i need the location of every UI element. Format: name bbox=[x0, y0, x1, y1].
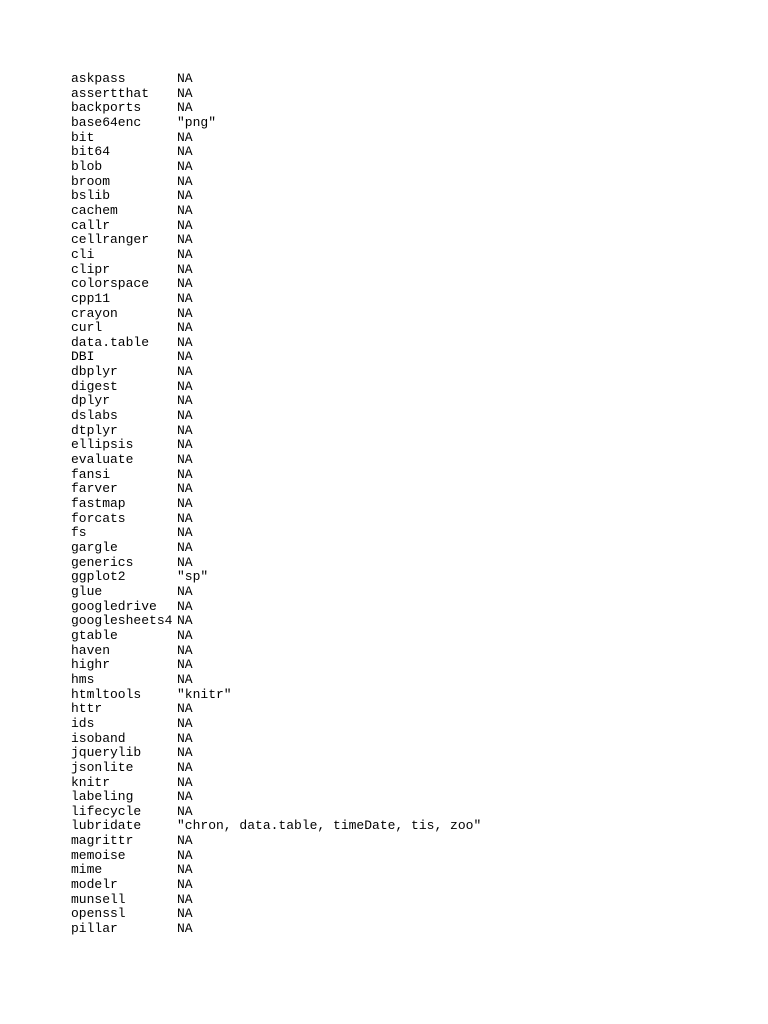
package-name: clipr bbox=[71, 261, 111, 277]
package-name: cli bbox=[71, 246, 95, 262]
package-value: NA bbox=[177, 85, 193, 101]
package-row bbox=[71, 614, 691, 629]
package-name: fastmap bbox=[71, 496, 126, 512]
package-name: mime bbox=[71, 862, 103, 878]
package-value: NA bbox=[177, 715, 193, 731]
package-name: dbplyr bbox=[71, 364, 118, 380]
package-value: NA bbox=[177, 554, 193, 570]
package-name: isoband bbox=[71, 730, 126, 746]
package-row bbox=[71, 453, 691, 468]
package-row bbox=[71, 849, 691, 864]
package-listing bbox=[71, 72, 691, 937]
package-row bbox=[71, 175, 691, 190]
package-row bbox=[71, 365, 691, 380]
package-value: NA bbox=[177, 276, 193, 292]
package-row bbox=[71, 233, 691, 248]
package-name: hms bbox=[71, 671, 95, 687]
package-value: NA bbox=[177, 466, 193, 482]
package-row bbox=[71, 292, 691, 307]
package-row bbox=[71, 790, 691, 805]
package-value: NA bbox=[177, 144, 193, 160]
package-value: NA bbox=[177, 496, 193, 512]
package-row bbox=[71, 380, 691, 395]
package-row bbox=[71, 512, 691, 527]
package-value: NA bbox=[177, 422, 193, 438]
package-value: NA bbox=[177, 290, 193, 306]
package-value: NA bbox=[177, 671, 193, 687]
package-name: ids bbox=[71, 715, 95, 731]
package-row bbox=[71, 746, 691, 761]
package-name: bslib bbox=[71, 188, 111, 204]
package-name: haven bbox=[71, 642, 111, 658]
package-value: NA bbox=[177, 129, 193, 145]
package-name: knitr bbox=[71, 774, 111, 790]
package-name: jquerylib bbox=[71, 745, 142, 761]
package-value: NA bbox=[177, 891, 193, 907]
package-row bbox=[71, 394, 691, 409]
package-value: "png" bbox=[177, 114, 217, 130]
package-value: NA bbox=[177, 525, 193, 541]
package-name: pillar bbox=[71, 921, 118, 937]
package-name: gargle bbox=[71, 540, 118, 555]
package-row bbox=[71, 556, 691, 571]
package-row bbox=[71, 321, 691, 336]
package-value: NA bbox=[177, 583, 193, 599]
package-name: farver bbox=[71, 481, 118, 497]
package-row bbox=[71, 776, 691, 791]
package-row bbox=[71, 893, 691, 908]
package-name: cpp11 bbox=[71, 290, 111, 306]
package-value: NA bbox=[177, 759, 193, 775]
package-value: NA bbox=[177, 540, 193, 555]
package-name: lubridate bbox=[71, 818, 142, 834]
package-value: "chron, data.table, timeDate, tis, zoo" bbox=[177, 818, 482, 834]
package-row bbox=[71, 805, 691, 820]
package-row bbox=[71, 409, 691, 424]
package-name: colorspace bbox=[71, 276, 150, 292]
package-name: callr bbox=[71, 217, 111, 233]
package-row bbox=[71, 263, 691, 278]
package-name: base64enc bbox=[71, 114, 142, 130]
package-name: googledrive bbox=[71, 598, 157, 614]
package-value: NA bbox=[177, 745, 193, 761]
package-row bbox=[71, 160, 691, 175]
package-row bbox=[71, 819, 691, 834]
package-row bbox=[71, 336, 691, 351]
package-value: NA bbox=[177, 364, 193, 380]
package-row bbox=[71, 541, 691, 556]
package-value: NA bbox=[177, 877, 193, 893]
package-row bbox=[71, 145, 691, 160]
package-value: "knitr" bbox=[177, 686, 232, 702]
package-value: NA bbox=[177, 833, 193, 849]
package-name: magrittr bbox=[71, 833, 134, 849]
package-row bbox=[71, 248, 691, 263]
package-value: NA bbox=[177, 847, 193, 863]
package-row bbox=[71, 629, 691, 644]
package-value: NA bbox=[177, 906, 193, 922]
package-value: NA bbox=[177, 246, 193, 262]
package-name: fansi bbox=[71, 466, 111, 482]
package-row bbox=[71, 350, 691, 365]
package-name: blob bbox=[71, 158, 103, 174]
package-name: broom bbox=[71, 173, 111, 189]
package-value: NA bbox=[177, 642, 193, 658]
package-value: NA bbox=[177, 510, 193, 526]
package-value: NA bbox=[177, 613, 193, 629]
package-value: NA bbox=[177, 202, 193, 218]
package-row bbox=[71, 922, 691, 937]
package-name: memoise bbox=[71, 847, 126, 863]
package-value: NA bbox=[177, 393, 193, 409]
package-value: NA bbox=[177, 217, 193, 233]
package-name: gtable bbox=[71, 627, 118, 643]
package-value: NA bbox=[177, 481, 193, 497]
package-value: NA bbox=[177, 320, 193, 336]
package-row bbox=[71, 526, 691, 541]
package-row bbox=[71, 600, 691, 615]
package-name: labeling bbox=[71, 789, 134, 805]
package-value: NA bbox=[177, 305, 193, 321]
package-row bbox=[71, 834, 691, 849]
package-name: evaluate bbox=[71, 452, 134, 468]
package-value: NA bbox=[177, 408, 193, 424]
package-name: backports bbox=[71, 100, 142, 116]
package-name: bit64 bbox=[71, 144, 111, 160]
package-name: generics bbox=[71, 554, 134, 570]
package-value: NA bbox=[177, 349, 193, 365]
package-name: modelr bbox=[71, 877, 118, 893]
package-row bbox=[71, 87, 691, 102]
package-name: glue bbox=[71, 583, 103, 599]
package-name: cellranger bbox=[71, 232, 150, 248]
package-value: NA bbox=[177, 789, 193, 805]
package-value: NA bbox=[177, 657, 193, 673]
package-name: lifecycle bbox=[71, 803, 142, 819]
package-name: bit bbox=[71, 129, 95, 145]
package-value: NA bbox=[177, 452, 193, 468]
package-name: highr bbox=[71, 657, 111, 673]
package-name: ggplot2 bbox=[71, 569, 126, 585]
package-row bbox=[71, 438, 691, 453]
package-row bbox=[71, 131, 691, 146]
package-row bbox=[71, 585, 691, 600]
package-row bbox=[71, 189, 691, 204]
package-value: NA bbox=[177, 437, 193, 453]
package-row bbox=[71, 219, 691, 234]
package-value: NA bbox=[177, 774, 193, 790]
package-value: NA bbox=[177, 173, 193, 189]
package-row bbox=[71, 204, 691, 219]
package-row bbox=[71, 863, 691, 878]
package-row bbox=[71, 702, 691, 717]
package-row bbox=[71, 468, 691, 483]
package-name: httr bbox=[71, 701, 103, 717]
package-row bbox=[71, 761, 691, 776]
package-name: dslabs bbox=[71, 408, 118, 424]
package-name: curl bbox=[71, 320, 103, 336]
package-row bbox=[71, 688, 691, 703]
package-value: NA bbox=[177, 921, 193, 937]
package-row bbox=[71, 717, 691, 732]
package-value: NA bbox=[177, 862, 193, 878]
package-value: NA bbox=[177, 598, 193, 614]
package-value: NA bbox=[177, 627, 193, 643]
package-name: cachem bbox=[71, 202, 118, 218]
package-row bbox=[71, 72, 691, 87]
package-name: htmltools bbox=[71, 686, 142, 702]
package-name: askpass bbox=[71, 71, 126, 86]
package-name: ellipsis bbox=[71, 437, 134, 453]
package-name: digest bbox=[71, 378, 118, 394]
package-value: NA bbox=[177, 188, 193, 204]
package-name: assertthat bbox=[71, 85, 150, 101]
package-row bbox=[71, 570, 691, 585]
package-value: NA bbox=[177, 261, 193, 277]
package-value: NA bbox=[177, 378, 193, 394]
package-value: NA bbox=[177, 803, 193, 819]
package-value: NA bbox=[177, 730, 193, 746]
package-name: munsell bbox=[71, 891, 126, 907]
package-name: openssl bbox=[71, 906, 126, 922]
package-value: NA bbox=[177, 701, 193, 717]
package-row bbox=[71, 658, 691, 673]
package-row bbox=[71, 644, 691, 659]
package-row bbox=[71, 673, 691, 688]
package-name: googlesheets4 bbox=[71, 613, 173, 629]
package-value: NA bbox=[177, 232, 193, 248]
package-value: NA bbox=[177, 334, 193, 350]
package-value: NA bbox=[177, 158, 193, 174]
package-value: NA bbox=[177, 71, 193, 86]
package-name: dtplyr bbox=[71, 422, 118, 438]
package-row bbox=[71, 424, 691, 439]
package-name: dplyr bbox=[71, 393, 111, 409]
package-row bbox=[71, 277, 691, 292]
package-row bbox=[71, 878, 691, 893]
package-name: DBI bbox=[71, 349, 95, 365]
package-name: data.table bbox=[71, 334, 150, 350]
package-name: forcats bbox=[71, 510, 126, 526]
package-row bbox=[71, 732, 691, 747]
package-name: jsonlite bbox=[71, 759, 134, 775]
package-row bbox=[71, 101, 691, 116]
package-row bbox=[71, 907, 691, 922]
package-row bbox=[71, 497, 691, 512]
package-name: fs bbox=[71, 525, 87, 541]
package-value: "sp" bbox=[177, 569, 209, 585]
package-row bbox=[71, 482, 691, 497]
package-name: crayon bbox=[71, 305, 118, 321]
package-row bbox=[71, 116, 691, 131]
package-value: NA bbox=[177, 100, 193, 116]
package-row bbox=[71, 307, 691, 322]
